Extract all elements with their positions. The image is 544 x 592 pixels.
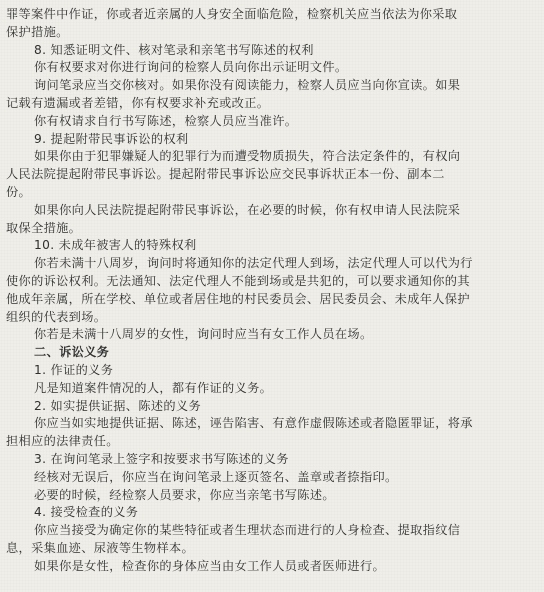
section-heading: 1. 作证的义务 <box>34 362 114 377</box>
text-line: 必要的时候，经检察人员要求，你应当亲笔书写陈述。 <box>34 487 335 502</box>
section-heading: 8. 知悉证明文件、核对笔录和亲笔书写陈述的权利 <box>34 42 314 57</box>
text-line: 取保全措施。 <box>6 220 82 235</box>
text-line: 你有权要求对你进行询问的检察人员向你出示证明文件。 <box>34 60 348 75</box>
text-line: 罪等案件中作证，你或者近亲属的人身安全面临危险，检察机关应当依法为你采取 <box>6 7 458 21</box>
text-line: 如果你向人民法院提起附带民事诉讼，在必要的时候，你有权申请人民法院采 <box>34 202 461 217</box>
section-heading: 9. 提起附带民事诉讼的权利 <box>34 131 189 146</box>
text-line: 经核对无误后，你应当在询问笔录上逐页签名、盖章或者捺指印。 <box>34 469 398 484</box>
text-line: 记载有遗漏或者差错，你有权要求补充或改正。 <box>6 95 270 110</box>
text-line: 询问笔录应当交你核对。如果你没有阅读能力，检察人员应当向你宣读。如果 <box>34 78 461 93</box>
text-line: 担相应的法律责任。 <box>6 434 119 449</box>
text-line: 他成年亲属，所在学校、单位或者居住地的村民委员会、居民委员会、未成年人保护 <box>6 291 470 306</box>
text-line: 保护措施。 <box>6 24 69 39</box>
text-line: 人民法院提起附带民事诉讼。提起附带民事诉讼应交民事诉状正本一份、副本二 <box>6 167 445 182</box>
section-heading: 3. 在询问笔录上签字和按要求书写陈述的义务 <box>34 451 289 466</box>
text-line: 你若未满十八周岁，询问时将通知你的法定代理人到场，法定代理人可以代为行 <box>34 256 473 271</box>
section-heading: 10. 未成年被害人的特殊权利 <box>34 238 197 253</box>
section-heading: 4. 接受检查的义务 <box>34 505 139 520</box>
text-line: 如果你由于犯罪嫌疑人的犯罪行为而遭受物质损失，符合法定条件的，有权向 <box>34 149 461 164</box>
main-heading: 二、诉讼义务 <box>34 345 110 360</box>
text-line: 你应当如实地提供证据、陈述，诬告陷害、有意作虚假陈述或者隐匿罪证，将承 <box>34 416 473 431</box>
text-line: 你有权请求自行书写陈述，检察人员应当准许。 <box>34 113 298 128</box>
text-line: 你应当接受为确定你的某些特征或者生理状态而进行的人身检查、提取指纹信 <box>34 523 461 538</box>
text-line: 凡是知道案件情况的人，都有作证的义务。 <box>34 380 273 395</box>
text-line: 息，采集血迹、尿液等生物样本。 <box>6 540 195 555</box>
text-line: 份。 <box>6 184 32 199</box>
text-line: 组织的代表到场。 <box>6 309 107 324</box>
text-line: 使你的诉讼权利。无法通知、法定代理人不能到场或是共犯的，可以要求通知你的其 <box>6 273 470 288</box>
section-heading: 2. 如实提供证据、陈述的义务 <box>34 398 202 413</box>
text-line: 如果你是女性，检查你的身体应当由女工作人员或者医师进行。 <box>34 558 386 573</box>
text-line: 你若是未满十八周岁的女性，询问时应当有女工作人员在场。 <box>34 327 373 342</box>
